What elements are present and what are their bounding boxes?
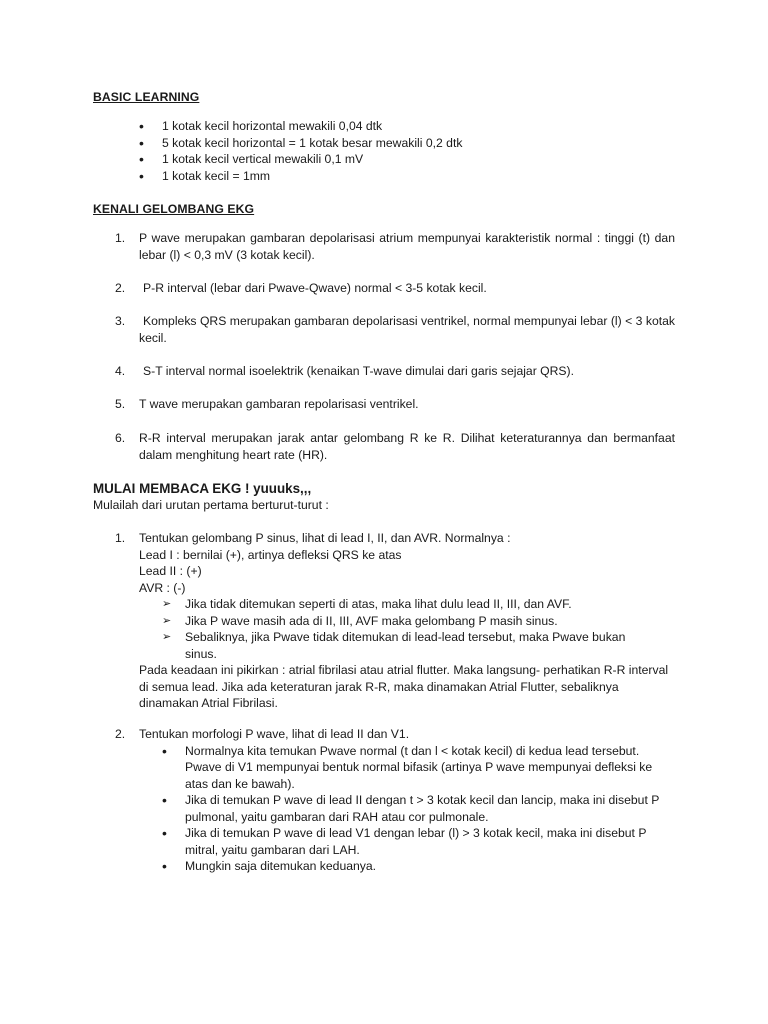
item-number: 5. xyxy=(115,397,126,411)
bullet-item: • Jika di temukan P wave di lead II dengan t > 3 kotak kecil dan lancip, maka ini disebut P pulmonal, yaitu gambaran dari RAH atau cor pulmonale. xyxy=(162,792,675,825)
step-number: 2. xyxy=(115,727,126,741)
bullet-item: • Jika di temukan P wave di lead V1 dengan lebar (l) > 3 kotak kecil, maka ini disebut P mitral, yaitu gambaran dari LAH. xyxy=(162,825,675,858)
item-number: 3. xyxy=(115,314,126,328)
basic-learning-heading: BASIC LEARNING xyxy=(93,90,200,104)
step-1 xyxy=(115,530,675,712)
kenali-heading: KENALI GELOMBANG EKG xyxy=(93,202,255,216)
step-1-arrow-list xyxy=(162,596,675,662)
item-text: P-R interval (lebar dari Pwave-Qwave) normal < 3-5 kotak kecil. xyxy=(143,281,487,295)
arrow-item: ➢ Sebaliknya, jika Pwave tidak ditemukan di lead-lead tersebut, maka Pwave bukan sinus. xyxy=(162,629,655,662)
arrow-item: ➢ Jika tidak ditemukan seperti di atas, maka lihat dulu lead II, III, dan AVF. xyxy=(162,596,675,613)
step-1-note: Pada keadaan ini pikirkan : atrial fibrilasi atau atrial flutter. Maka langsung- perhatikan R-R interval di semua lead. Jika ada keteraturan jarak R-R, maka dinamakan Atrial Flutter, sebaliknya dinamakan Atrial Fibrilasi. xyxy=(139,663,669,710)
step-1-lead: Tentukan gelombang P sinus, lihat di lead I, II, dan AVR. Normalnya : xyxy=(139,531,511,545)
list-item: • 1 kotak kecil vertical mewakili 0,1 mV xyxy=(139,151,699,168)
list-item: • 1 kotak kecil = 1mm xyxy=(139,168,699,185)
mulai-intro: Mulailah dari urutan pertama berturut-turut : xyxy=(93,498,329,512)
numbered-item-2 xyxy=(115,280,675,297)
numbered-item-6 xyxy=(115,430,675,463)
list-item: • 5 kotak kecil horizontal = 1 kotak besar mewakili 0,2 dtk xyxy=(139,135,699,152)
item-number: 4. xyxy=(115,364,126,378)
item-number: 1. xyxy=(115,231,126,245)
numbered-item-1 xyxy=(115,230,675,263)
step-1-line: Lead I : bernilai (+), artinya defleksi QRS ke atas xyxy=(139,547,402,562)
item-text: T wave merupakan gambaran repolarisasi ventrikel. xyxy=(139,397,419,411)
numbered-item-5 xyxy=(115,396,675,413)
bullet-item: • Normalnya kita temukan Pwave normal (t dan l < kotak kecil) di kedua lead tersebut. Pwave di V1 mempunyai bentuk normal bifasik (artinya P wave mempunyai defleksi ke atas dan ke bawah). xyxy=(162,743,675,793)
item-text: R-R interval merupakan jarak antar gelombang R ke R. Dilihat keteraturannya dan bermanfaat dalam menghitung heart rate (HR). xyxy=(139,431,675,462)
numbered-item-4 xyxy=(115,363,675,380)
item-number: 2. xyxy=(115,281,126,295)
item-number: 6. xyxy=(115,431,126,445)
bullet-item: • Mungkin saja ditemukan keduanya. xyxy=(162,858,675,875)
item-text: S-T interval normal isoelektrik (kenaikan T-wave dimulai dari garis sejajar QRS). xyxy=(143,364,575,378)
step-1-line: Lead II : (+) xyxy=(139,564,202,578)
step-1-line: AVR : (-) xyxy=(139,580,186,595)
step-2-lead: Tentukan morfologi P wave, lihat di lead II dan V1. xyxy=(139,727,410,741)
mulai-title: MULAI MEMBACA EKG ! yuuuks,,, xyxy=(93,481,312,496)
item-text: P wave merupakan gambaran depolarisasi atrium mempunyai karakteristik normal : tinggi (t) dan lebar (l) < 0,3 mV (3 kotak kecil). xyxy=(139,231,675,262)
step-number: 1. xyxy=(115,531,126,545)
numbered-item-3 xyxy=(115,313,675,346)
list-item: • 1 kotak kecil horizontal mewakili 0,04 dtk xyxy=(139,118,699,135)
arrow-item: ➢ Jika P wave masih ada di II, III, AVF maka gelombang P masih sinus. xyxy=(162,613,675,630)
basic-learning-list xyxy=(139,118,699,184)
step-2-bullet-list xyxy=(162,743,675,875)
step-2 xyxy=(115,726,675,875)
item-text: Kompleks QRS merupakan gambaran depolarisasi ventrikel, normal mempunyai lebar (l) < 3 kotak kecil. xyxy=(139,314,675,345)
